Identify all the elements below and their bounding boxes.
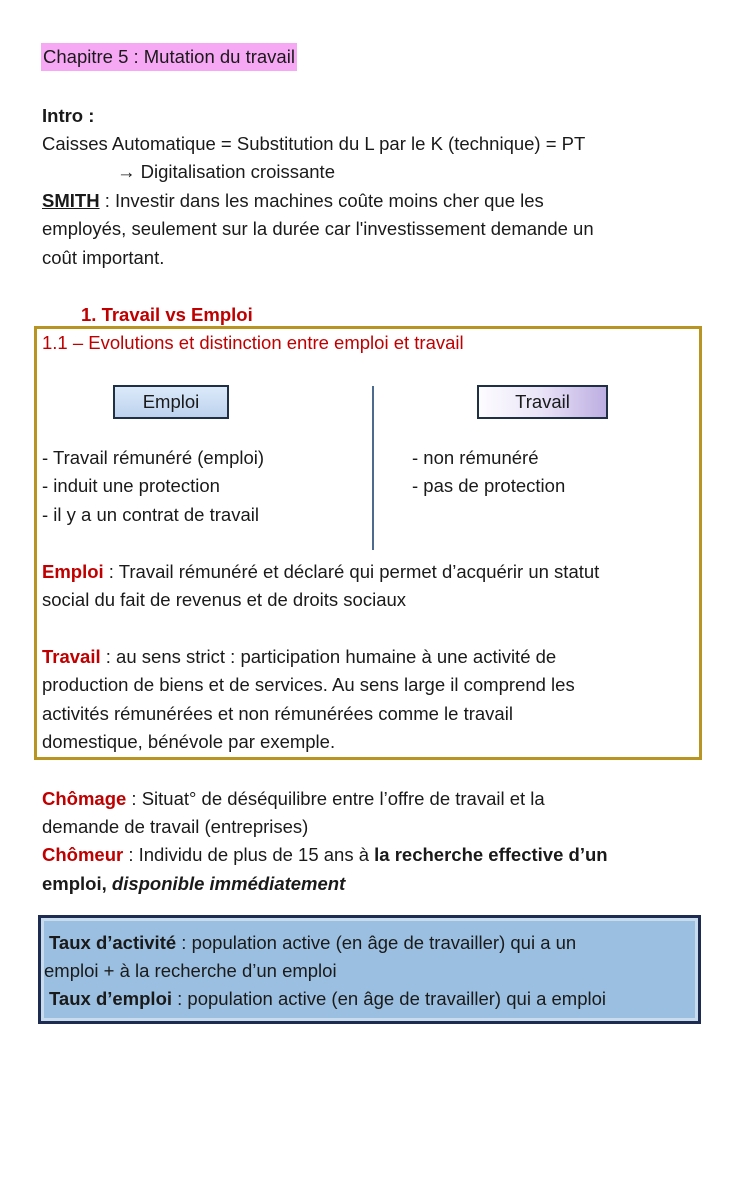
taux-emploi-text: : population active (en âge de travailler) qui a emploi <box>172 988 606 1009</box>
chomeur-line <box>42 870 345 898</box>
column-divider <box>372 386 374 550</box>
taux-activite-term: Taux d’activité <box>49 932 177 953</box>
def-emploi-line: social du fait de revenus et de droits sociaux <box>42 589 407 610</box>
taux-activite-line <box>49 929 576 957</box>
smith-line <box>42 187 544 215</box>
chomage-term: Chômage <box>42 788 127 809</box>
smith-label: SMITH <box>42 190 100 211</box>
chomeur-emphasis-italic: disponible immédiatement <box>111 873 346 894</box>
def-emploi-term: Emploi <box>42 561 104 582</box>
intro-heading: Intro : <box>42 105 95 126</box>
def-emploi-line <box>42 558 599 586</box>
smith-line: coût important. <box>42 247 165 268</box>
taux-box <box>38 915 701 1024</box>
smith-line: employés, seulement sur la durée car l'investissement demande un <box>42 218 594 239</box>
travail-point: - non rémunéré <box>412 447 539 468</box>
def-travail-term: Travail <box>42 646 101 667</box>
chomeur-term: Chômeur <box>42 844 124 865</box>
emploi-point: - Travail rémunéré (emploi) <box>42 447 265 468</box>
taux-activite-line: emploi + à la recherche d’un emploi <box>44 960 337 981</box>
intro-line: → Digitalisation croissante <box>117 161 335 182</box>
def-travail-line <box>42 643 556 671</box>
taux-emploi-line <box>49 985 606 1013</box>
def-travail-line: activités rémunérées et non rémunérées comme le travail <box>42 703 513 724</box>
def-travail-text: : au sens strict : participation humaine à une activité de <box>100 646 557 667</box>
chomeur-emphasis: la recherche effective d’un <box>374 844 608 865</box>
taux-activite-text: : population active (en âge de travailler) qui a un <box>176 932 577 953</box>
emploi-point: - il y a un contrat de travail <box>42 504 259 525</box>
emploi-point: - induit une protection <box>42 475 220 496</box>
chomeur-line <box>42 841 608 869</box>
chomage-line <box>42 785 545 813</box>
taux-emploi-term: Taux d’emploi <box>49 988 173 1009</box>
section-heading: 1. Travail vs Emploi <box>81 304 253 325</box>
def-emploi-text: : Travail rémunéré et déclaré qui permet d’acquérir un statut <box>103 561 600 582</box>
travail-label-box: Travail <box>477 385 608 419</box>
chomeur-text: : Individu de plus de 15 ans à <box>123 844 375 865</box>
chomeur-emphasis: emploi, <box>42 873 112 894</box>
emploi-label-box: Emploi <box>113 385 229 419</box>
def-travail-line: domestique, bénévole par exemple. <box>42 731 336 752</box>
page-title: Chapitre 5 : Mutation du travail <box>41 43 297 71</box>
intro-line: Caisses Automatique = Substitution du L par le K (technique) = PT <box>42 133 586 154</box>
chomage-line: demande de travail (entreprises) <box>42 816 309 837</box>
travail-point: - pas de protection <box>412 475 566 496</box>
section-subheading: 1.1 – Evolutions et distinction entre emploi et travail <box>42 332 464 353</box>
chomage-text: : Situat° de déséquilibre entre l’offre de travail et la <box>126 788 545 809</box>
def-travail-line: production de biens et de services. Au sens large il comprend les <box>42 674 575 695</box>
smith-text: : Investir dans les machines coûte moins cher que les <box>99 190 544 211</box>
